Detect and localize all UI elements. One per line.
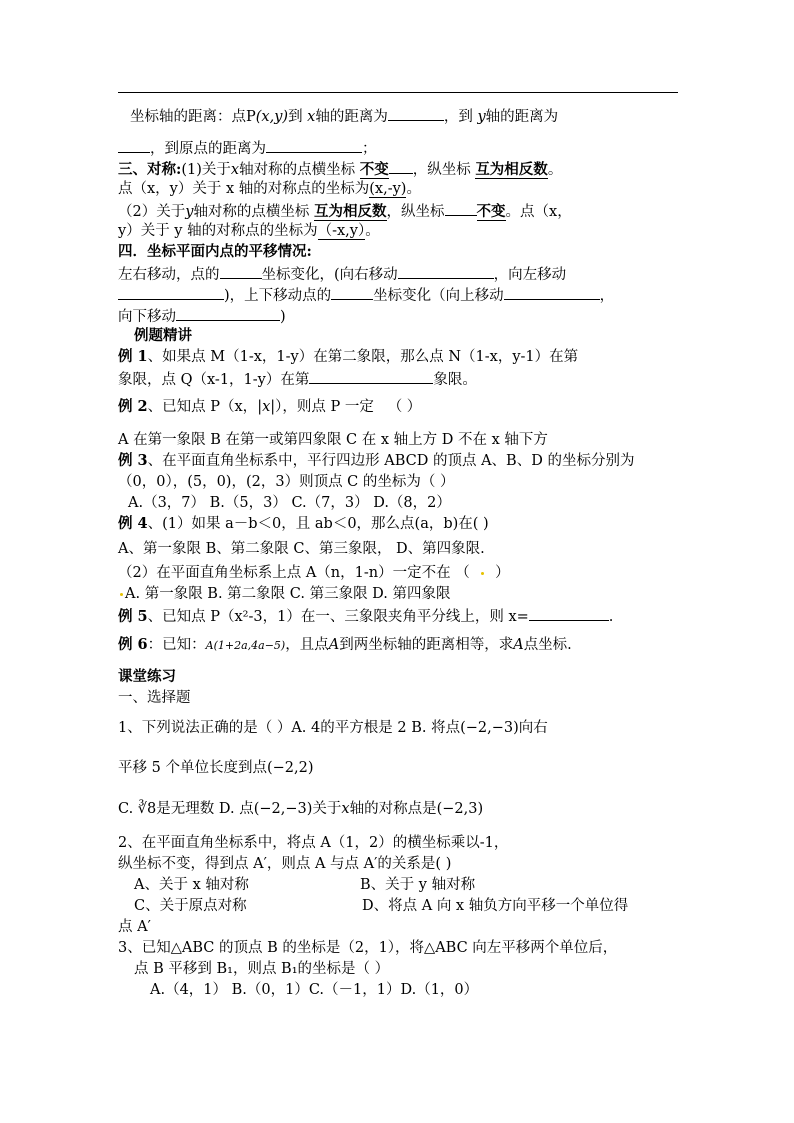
example-3-options: A.（3，7） B.（5，3） C.（7，3） D.（8，2）: [128, 495, 451, 511]
example-2: 例 2、已知点 P（x，|x|），则点 P 一定 （ ）: [118, 398, 422, 415]
blank[interactable]: [118, 285, 224, 300]
example-4-part-2: （2）在平面直角坐标系上点 A（n，1-n）一定不在 （ ）: [118, 565, 510, 581]
question-3-options: A.（4，1） B.（0，1）C.（－1，1）D.（1，0）: [150, 982, 479, 998]
blank[interactable]: [388, 106, 444, 121]
symmetry-line-4: y）关于 y 轴的对称点的坐标为（-x,y）。: [118, 223, 380, 239]
example-2-options: A 在第一象限 B 在第一或第四象限 C 在 x 轴上方 D 不在 x 轴下方: [118, 432, 548, 448]
translation-line-3: 向下移动 ): [118, 306, 286, 326]
question-2-options-1: A、关于 x 轴对称 B、关于 y 轴对称: [134, 877, 476, 893]
example-5: 例 5、已知点 P（x²-3，1）在一、三象限夹角平分线上，则 x= .: [118, 608, 614, 625]
blank[interactable]: [529, 606, 609, 621]
blank[interactable]: [176, 306, 280, 321]
blank[interactable]: [220, 264, 262, 279]
examples-heading: 例题精讲: [134, 327, 192, 344]
symmetry-line-1: 三、对称:(1)关于x轴对称的点横坐标 不变 ，纵坐标 互为相反数。: [118, 161, 563, 178]
translation-line-1: 左右移动，点的 坐标变化，(向右移动 ，向左移动: [118, 264, 566, 284]
question-1-cont: 平移 5 个单位长度到点(−2,2): [118, 760, 314, 776]
blank[interactable]: [398, 264, 494, 279]
example-6: 例 6：已知：A(1+2a,4a−5)，且点A到两坐标轴的距离相等，求A点坐标.: [118, 636, 572, 653]
example-4-options: A、第一象限 B、第二象限 C、第三象限， D、第四象限.: [118, 541, 485, 557]
question-2-options-3: 点 A′: [118, 919, 151, 935]
header-rule: [118, 92, 678, 93]
question-1: 1、下列说法正确的是（ ）A. 4的平方根是 2 B. 将点(−2,−3)向右: [118, 720, 548, 736]
mark-dot-icon: [481, 572, 484, 575]
distance-line-2: ，到原点的距离为 ；: [118, 138, 377, 158]
example-1: 例 1、如果点 M（1-x，1-y）在第二象限，那么点 N（1-x，y-1）在第: [118, 348, 579, 365]
mark-dot-icon: [120, 593, 123, 596]
blank[interactable]: [118, 138, 150, 153]
blank[interactable]: [309, 369, 433, 384]
symmetry-line-2: 点（x，y）关于 x 轴的对称点的坐标为(x,-y)。: [118, 181, 421, 197]
question-3-cont: 点 B 平移到 B₁，则点 B₁的坐标是（ ）: [134, 961, 390, 977]
question-3: 3、已知△ABC 的顶点 B 的坐标是（2，1），将△ABC 向左平移两个单位后，: [118, 940, 618, 956]
blank[interactable]: [266, 138, 362, 153]
example-3: 例 3、在平面直角坐标系中，平行四边形 ABCD 的顶点 A、B、D 的坐标分别为: [118, 452, 635, 469]
translation-line-2: )，上下移动点的 坐标变化（向上移动 ，: [118, 285, 614, 305]
question-2: 2、在平面直角坐标系中，将点 A（1，2）的横坐标乘以-1，: [118, 835, 509, 851]
blank[interactable]: [331, 285, 373, 300]
practice-heading: 课堂练习: [118, 668, 176, 685]
symmetry-line-3: （2）关于y轴对称的点横坐标 互为相反数，纵坐标 不变。点（x，: [118, 203, 572, 220]
section-translation-heading: 四．坐标平面内点的平移情况:: [118, 243, 312, 260]
choice-section-title: 一、选择题: [118, 690, 191, 706]
question-1-options: C. ∛8是无理数 D. 点(−2,−3)关于x轴的对称点是(−2,3): [118, 801, 484, 817]
question-2-cont: 纵坐标不变，得到点 A′，则点 A 与点 A′的关系是( ): [118, 856, 452, 872]
example-4: 例 4、(1）如果 a－b＜0，且 ab＜0，那么点(a，b)在( ): [118, 515, 489, 532]
question-2-options-2: C、关于原点对称 D、将点 A 向 x 轴负方向平移一个单位得: [134, 898, 629, 914]
example-1-cont: 象限，点 Q（x-1，1-y）在第 象限。: [118, 369, 477, 389]
example-4-part-2-options: A. 第一象限 B. 第二象限 C. 第三象限 D. 第四象限: [118, 585, 451, 603]
blank[interactable]: [504, 285, 600, 300]
example-3-cont: （0，0），(5，0)，(2，3）则顶点 C 的坐标为（ ）: [118, 474, 455, 490]
distance-line-1: 坐标轴的距离：点P(x,y)到 x轴的距离为 ，到 y轴的距离为: [130, 106, 558, 126]
